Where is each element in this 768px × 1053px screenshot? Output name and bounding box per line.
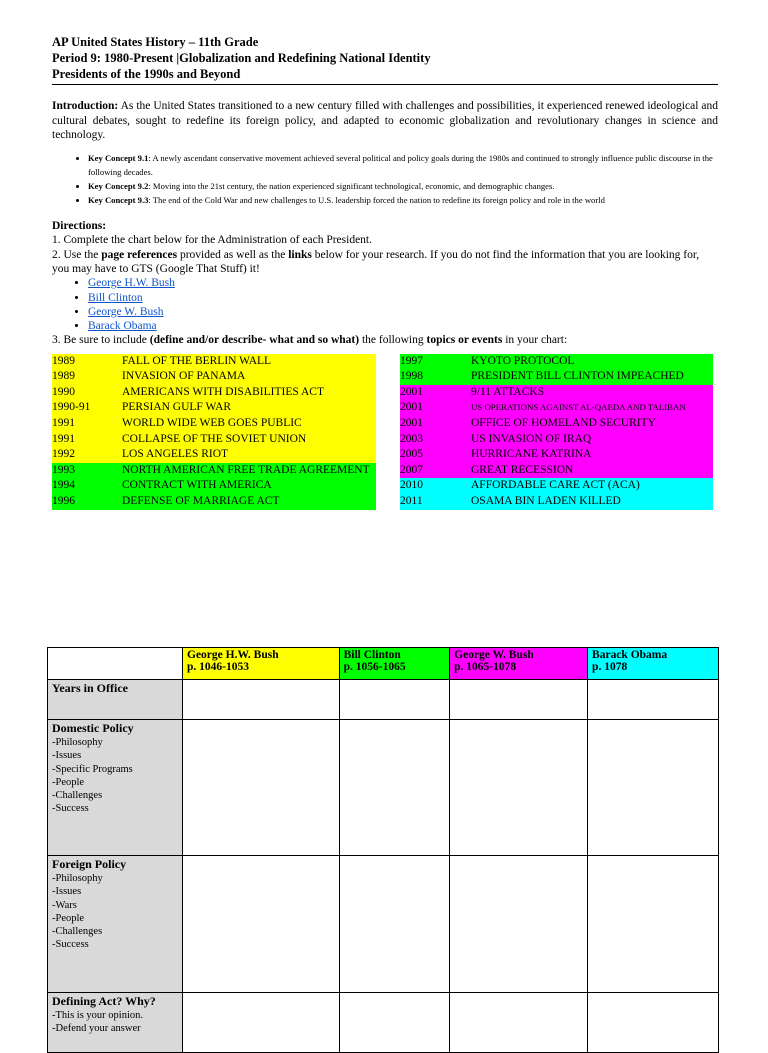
event-name: PERSIAN GULF WAR (122, 401, 232, 414)
row-subitem: -Challenges (52, 926, 103, 938)
answer-cell[interactable] (588, 680, 719, 720)
event-name: COLLAPSE OF THE SOVIET UNION (122, 432, 307, 445)
event-year: 2001 (400, 401, 423, 414)
event-year: 2001 (400, 417, 423, 430)
event-year: 2011 (400, 495, 423, 508)
event-name: US INVASION OF IRAQ (471, 432, 592, 445)
row-subitem: -Challenges (52, 790, 103, 802)
link-george-hw-bush[interactable]: George H.W. Bush (88, 277, 175, 290)
column-header-bush-w: George W. Bush p. 1065-1078 (450, 648, 588, 680)
event-name: FALL OF THE BERLIN WALL (122, 354, 272, 367)
row-subitem: -Philosophy (52, 873, 103, 884)
course-title: AP United States History – 11th Grade (52, 35, 259, 49)
event-year: 2003 (400, 432, 423, 445)
row-subitem: -Issues (52, 886, 82, 898)
event-row (52, 463, 376, 479)
link-item (88, 305, 718, 319)
directions-title: Directions: (52, 220, 107, 233)
presidents-chart (47, 647, 719, 1053)
event-name: 9/11 ATTACKS (471, 385, 545, 398)
event-year: 1991 (52, 432, 75, 445)
key-concept-text: : The end of the Cold War and new challenges to U.S. leadership forced the nation to redefine its foreign policy and role in the world (148, 195, 605, 206)
event-year: 1989 (52, 354, 75, 367)
key-concept-item (88, 193, 718, 207)
event-name: NORTH AMERICAN FREE TRADE AGREEMENT (122, 463, 370, 476)
event-name: AMERICANS WITH DISABILITIES ACT (122, 385, 324, 398)
event-row (400, 447, 713, 463)
period-title: Period 9: 1980-Present |Globalization and Redefining National Identity (52, 51, 431, 65)
event-name: AFFORDABLE CARE ACT (ACA) (471, 479, 640, 492)
event-name: INVASION OF PANAMA (122, 370, 246, 383)
event-name: LOS ANGELES RIOT (122, 448, 229, 461)
column-header-obama: Barack Obama p. 1078 (588, 648, 719, 680)
column-header-clinton: Bill Clinton p. 1056-1065 (339, 648, 450, 680)
column-header-bush-hw: George H.W. Bush p. 1046-1053 (183, 648, 340, 680)
event-row (52, 447, 376, 463)
event-year: 1990 (52, 385, 75, 398)
event-year: 1992 (52, 448, 75, 461)
event-name: HURRICANE KATRINA (471, 448, 592, 461)
link-item (88, 291, 718, 305)
key-concepts-list (52, 151, 718, 208)
answer-cell[interactable] (183, 993, 340, 1053)
introduction-paragraph (52, 99, 718, 143)
event-row (400, 432, 713, 448)
key-concept-text: : A newly ascendant conservative movement achieved several political and policy goals during the 1980s and continued to strongly influence public discourse in the following decades. (88, 152, 713, 177)
row-subitem: -Success (52, 939, 89, 951)
row-years-in-office (48, 680, 719, 720)
link-george-w-bush[interactable]: George W. Bush (88, 305, 164, 318)
event-row (52, 400, 376, 416)
event-row (52, 369, 376, 385)
key-concept-item (88, 151, 718, 179)
event-name: OFFICE OF HOMELAND SECURITY (471, 417, 656, 430)
link-item (88, 276, 718, 290)
answer-cell[interactable] (450, 856, 588, 993)
event-year: 1996 (52, 495, 75, 508)
event-row (52, 432, 376, 448)
event-row (52, 385, 376, 401)
answer-cell[interactable] (339, 856, 450, 993)
event-year: 2007 (400, 463, 423, 476)
row-defining-act (48, 993, 719, 1053)
link-bill-clinton[interactable]: Bill Clinton (88, 291, 143, 304)
key-concept-label: Key Concept 9.2 (88, 180, 149, 191)
key-concept-item (88, 179, 718, 193)
event-row (52, 478, 376, 494)
intro-label: Introduction: (52, 100, 119, 112)
event-row (400, 385, 713, 401)
answer-cell[interactable] (450, 993, 588, 1053)
key-concept-label: Key Concept 9.1 (88, 152, 149, 163)
answer-cell[interactable] (450, 720, 588, 856)
chart-header-row (48, 648, 719, 680)
worksheet-page (52, 34, 718, 514)
row-subitem: -This is your opinion. (52, 1010, 143, 1021)
event-year: 2005 (400, 448, 423, 461)
event-row (52, 354, 376, 370)
intro-text: As the United States transitioned to a new century filled with challenges and possibilities, it experienced renewed ideological and cultural debates, sought to redefine its foreign policy, and adapted to economic globalization and revolutionary changes in science and technology. (52, 100, 718, 141)
key-concept-label: Key Concept 9.3 (88, 195, 149, 206)
event-name: US OPERATIONS AGAINST AL-QAEDA AND TALIBAN (471, 402, 686, 413)
event-year: 1994 (52, 479, 75, 492)
row-subitem: -Issues (52, 750, 82, 762)
row-header: Defining Act? Why? -This is your opinion. -Defend your answer (48, 993, 183, 1053)
header-divider (52, 84, 718, 85)
answer-cell[interactable] (183, 680, 340, 720)
answer-cell[interactable] (450, 680, 588, 720)
event-year: 1998 (400, 370, 423, 383)
link-item (88, 319, 718, 333)
answer-cell[interactable] (588, 720, 719, 856)
event-row (400, 416, 713, 432)
event-row (400, 494, 713, 510)
row-subitem: -People (52, 776, 85, 788)
direction-1: 1. Complete the chart below for the Administration of each President. (52, 234, 373, 247)
events-list (52, 354, 718, 514)
event-year: 1989 (52, 370, 75, 383)
event-year: 1990-91 (52, 401, 91, 414)
row-header: Years in Office (48, 680, 183, 720)
worksheet-title: Presidents of the 1990s and Beyond (52, 67, 241, 81)
event-name: DEFENSE OF MARRIAGE ACT (122, 495, 280, 508)
event-row (400, 369, 713, 385)
event-year: 1997 (400, 354, 423, 367)
event-row (400, 478, 713, 494)
research-links (52, 276, 718, 333)
answer-cell[interactable] (339, 993, 450, 1053)
event-row (400, 354, 713, 370)
event-name: GREAT RECESSION (471, 463, 574, 476)
event-row (400, 463, 713, 479)
direction-3: 3. Be sure to include (define and/or describe- what and so what) the following topics or events in your chart: (52, 334, 568, 347)
answer-cell[interactable] (588, 856, 719, 993)
event-year: 1993 (52, 463, 75, 476)
row-subitem: -Success (52, 803, 89, 815)
event-row (52, 416, 376, 432)
answer-cell[interactable] (339, 680, 450, 720)
row-domestic-policy (48, 720, 719, 856)
chart-corner-cell (48, 648, 183, 680)
row-foreign-policy (48, 856, 719, 993)
answer-cell[interactable] (183, 720, 340, 856)
link-barack-obama[interactable]: Barack Obama (88, 320, 157, 333)
row-subitem: -People (52, 912, 85, 924)
key-concept-text: : Moving into the 21st century, the nation experienced significant technological, economic, and demographic changes. (148, 180, 555, 191)
answer-cell[interactable] (588, 993, 719, 1053)
event-name: KYOTO PROTOCOL (471, 354, 575, 367)
event-name: PRESIDENT BILL CLINTON IMPEACHED (471, 370, 684, 383)
row-header: Domestic Policy -Philosophy -Issues -Specific Programs -People -Challenges -Success (48, 720, 183, 856)
event-name: OSAMA BIN LADEN KILLED (471, 495, 621, 508)
row-header: Foreign Policy -Philosophy -Issues -Wars -People -Challenges -Success (48, 856, 183, 993)
event-year: 1991 (52, 417, 75, 430)
event-row (400, 400, 713, 416)
row-subitem: -Philosophy (52, 737, 103, 748)
event-name: WORLD WIDE WEB GOES PUBLIC (122, 417, 302, 430)
event-year: 2010 (400, 479, 423, 492)
row-subitem: -Wars (52, 899, 77, 911)
answer-cell[interactable] (339, 720, 450, 856)
event-year: 2001 (400, 385, 423, 398)
event-row (52, 494, 376, 510)
direction-2: 2. Use the page references provided as well as the links below for your research. If you do not find the information that you are looking for, you may have to GTS (Google That Stuff) it! (52, 248, 700, 275)
event-name: CONTRACT WITH AMERICA (122, 479, 272, 492)
row-subitem: -Defend your answer (52, 1023, 141, 1035)
row-subitem: -Specific Programs (52, 763, 133, 775)
answer-cell[interactable] (183, 856, 340, 993)
